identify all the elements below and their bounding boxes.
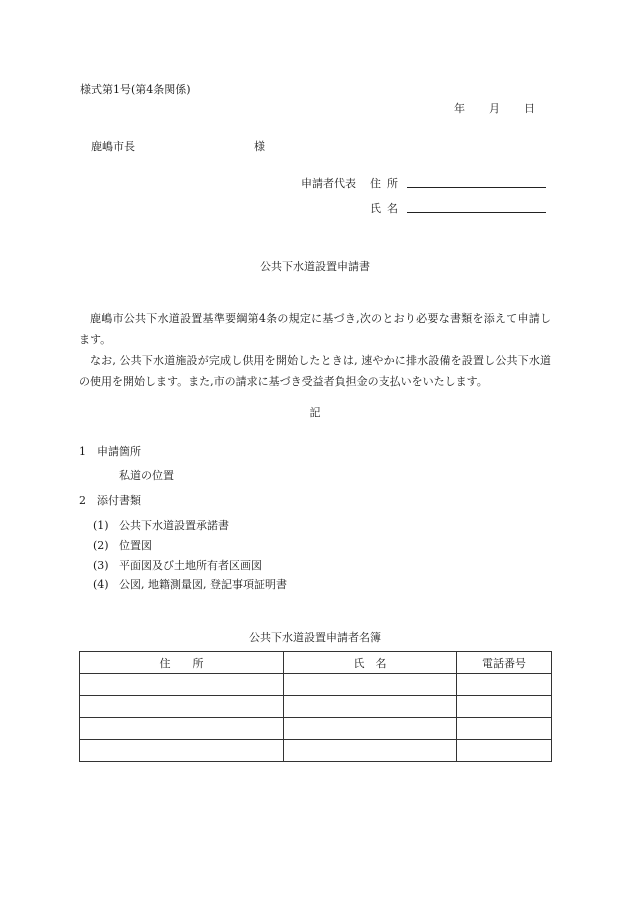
- document-title: 公共下水道設置申請書: [260, 260, 370, 273]
- attachment-text: 公共下水道設置承諾書: [119, 519, 229, 532]
- addressee-name: 鹿嶋市長: [91, 140, 135, 153]
- applicant-name-line[interactable]: [407, 212, 546, 213]
- body-paragraph-1: 鹿嶋市公共下水道設置基準要綱第4条の規定に基づき,次のとおり必要な書類を添えて申請します。: [79, 312, 551, 346]
- table-row: [80, 740, 552, 762]
- roster-cell-phone[interactable]: [457, 740, 552, 762]
- body-paragraph-2: なお, 公共下水道施設が完成し供用を開始したときは, 速やかに排水設備を設置し公共下水道の使用を開始します。また,市の請求に基づき受益者負担金の支払いをいたします。: [79, 354, 551, 388]
- roster-cell-name[interactable]: [284, 718, 457, 740]
- roster-cell-phone[interactable]: [457, 674, 552, 696]
- roster-header-row: [80, 652, 552, 674]
- table-row: [80, 696, 552, 718]
- attachment-item: [93, 517, 229, 533]
- section-1-item: 私道の位置: [119, 469, 174, 482]
- attachment-text: 平面図及び土地所有者区画図: [119, 559, 262, 572]
- roster-cell-name[interactable]: [284, 740, 457, 762]
- table-row: [80, 718, 552, 740]
- table-row: [80, 674, 552, 696]
- applicant-address-line[interactable]: [407, 187, 546, 188]
- attachment-text: 位置図: [119, 539, 152, 552]
- section-1-label: 1 申請箇所: [79, 445, 141, 458]
- applicant-address-label: 住所: [370, 177, 404, 190]
- section-2-label: 2 添付書類: [79, 494, 141, 507]
- date-day-label: 日: [524, 102, 535, 115]
- roster-cell-phone[interactable]: [457, 718, 552, 740]
- date-year-label: 年: [454, 102, 465, 115]
- roster-cell-address[interactable]: [80, 740, 284, 762]
- addressee-honorific: 様: [254, 140, 265, 153]
- attachment-text: 公図, 地籍測量図, 登記事項証明書: [119, 578, 287, 591]
- attachment-number: (2): [93, 539, 109, 552]
- roster-cell-phone[interactable]: [457, 696, 552, 718]
- roster-header-address: 住 所: [80, 652, 284, 674]
- roster-cell-name[interactable]: [284, 696, 457, 718]
- attachment-number: (1): [93, 519, 109, 532]
- roster-header-phone: 電話番号: [457, 652, 552, 674]
- roster-cell-address[interactable]: [80, 696, 284, 718]
- roster-cell-name[interactable]: [284, 674, 457, 696]
- attachment-item: [93, 576, 287, 592]
- applicant-label: 申請者代表: [301, 177, 356, 190]
- attachment-number: (4): [93, 578, 109, 591]
- roster-table: [79, 651, 552, 762]
- ki-heading: 記: [309, 406, 321, 419]
- form-number: 様式第1号(第4条関係): [80, 83, 191, 96]
- attachment-item: [93, 537, 152, 553]
- date-month-label: 月: [489, 102, 500, 115]
- roster-header-name: 氏 名: [284, 652, 457, 674]
- body-text: [79, 308, 551, 392]
- applicant-name-label: 氏名: [370, 202, 404, 215]
- roster-title: 公共下水道設置申請者名簿: [249, 631, 381, 644]
- roster-cell-address[interactable]: [80, 674, 284, 696]
- attachment-item: [93, 557, 262, 573]
- roster-cell-address[interactable]: [80, 718, 284, 740]
- attachment-number: (3): [93, 559, 109, 572]
